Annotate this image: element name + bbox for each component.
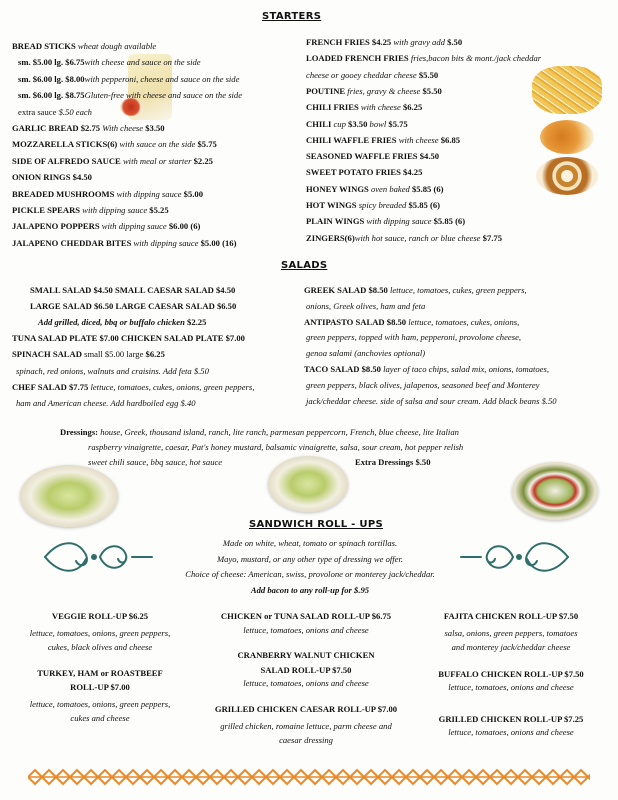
item-name: ZINGERS(6) <box>306 232 355 243</box>
item-name: sm. $6.00 lg. $8.75 <box>18 90 85 101</box>
item-desc: cup <box>331 118 349 129</box>
rollup-desc: lettuce, tomatoes, onions and cheese <box>448 682 574 693</box>
item-name: MOZZARELLA STICKS(6) <box>12 139 118 150</box>
rollup-name: TURKEY, HAM or ROASTBEEF <box>37 667 163 678</box>
item-name: POUTINE <box>306 85 346 96</box>
menu-line <box>12 42 156 51</box>
item-name: BREADED MUSHROOMS <box>12 188 115 199</box>
menu-line <box>12 206 169 215</box>
rollup-desc-line: cukes, black olives and cheese <box>47 641 153 652</box>
rollup-name: GRILLED CHICKEN CAESAR ROLL-UP $7.00 <box>214 703 398 714</box>
item-desc: cheese or gooey cheddar cheese <box>306 69 419 80</box>
menu-line <box>306 234 502 243</box>
menu-line <box>306 397 557 406</box>
dressings-list-1: house, Greek, thousand island, ranch, lite ranch, parmesan peppercorn, French, blue cheese, lite Italian <box>98 427 459 437</box>
item-name: $2.25 <box>187 317 207 328</box>
rollups-column-2 <box>195 612 417 747</box>
item-name: ONION RINGS $4.50 <box>12 172 92 183</box>
item-desc: with pepperoni, cheese and sauce on the side <box>84 73 240 84</box>
dressings-line-1 <box>60 428 459 437</box>
item-desc: with hot sauce, ranch or blue cheese <box>354 232 483 243</box>
item-name: $6.85 <box>440 134 461 145</box>
wings-photo <box>540 120 594 154</box>
item-name: SIDE OF ALFREDO SAUCE <box>12 155 121 166</box>
salad-dish-photo <box>512 462 598 520</box>
rollups-column-1 <box>20 612 180 725</box>
menu-line <box>304 286 527 295</box>
rollup-desc <box>20 697 180 725</box>
menu-line <box>306 38 462 47</box>
menu-line <box>306 87 442 96</box>
item-name: $5.75 <box>197 139 217 150</box>
menu-line <box>16 399 196 408</box>
item-name: PICKLE SPEARS <box>12 205 81 215</box>
salad-dish-photo <box>268 456 348 512</box>
onion-rings-photo <box>536 157 598 195</box>
rollups-heading: SANDWICH ROLL - UPS <box>249 519 383 530</box>
menu-line <box>12 239 236 248</box>
item-name: $6.25 <box>145 349 165 360</box>
item-name: CHEF SALAD $7.75 <box>12 381 89 392</box>
item-name: $5.85 (6) <box>411 183 444 194</box>
rollup-desc-line: and monterey jack/cheddar cheese <box>451 641 571 652</box>
rollup-desc-line: cukes and cheese <box>70 712 130 723</box>
rollup-name: CRANBERRY WALNUT CHICKEN <box>237 650 375 661</box>
dressings-list-2: raspberry vinaigrette, caesar, Pat's honey mustard, balsamic vinaigrette, salsa, sour cream, hot pepper relish <box>88 442 464 452</box>
menu-line <box>306 54 541 63</box>
scroll-ornament <box>458 537 573 577</box>
menu-line <box>12 157 213 166</box>
item-name: $6.25 <box>402 102 423 113</box>
item-name: TUNA SALAD PLATE $7.00 CHICKEN SALAD PLATE $7.00 <box>12 333 245 344</box>
menu-line <box>18 91 242 100</box>
item-name: GARLIC BREAD $2.75 <box>12 123 101 133</box>
item-name: $5.25 <box>149 205 169 215</box>
menu-line <box>30 302 236 311</box>
item-name: GREEK SALAD $8.50 <box>304 285 388 295</box>
salad-dish-photo <box>20 465 118 527</box>
item-name: sm. $6.00 lg. $8.00 <box>18 73 85 84</box>
item-desc: bowl <box>367 118 389 129</box>
item-name: PLAIN WINGS <box>306 216 365 227</box>
menu-line <box>12 190 203 199</box>
dip-photo <box>120 98 142 116</box>
menu-line <box>306 152 439 161</box>
rollup-desc: lettuce, tomatoes, onions and cheese <box>243 678 369 689</box>
item-name: $2.25 <box>193 155 213 166</box>
item-name: $6.00 (6) <box>168 221 201 232</box>
menu-line <box>12 140 217 149</box>
rollup-name: VEGGIE ROLL-UP $6.25 <box>51 611 149 621</box>
menu-line <box>12 350 165 359</box>
item-name: sm. $5.00 lg. $6.75 <box>18 57 85 68</box>
item-desc: lettuce, tomatoes, cukes, green peppers, <box>387 285 527 295</box>
dressings-list-3: sweet chili sauce, bbq sauce, hot sauce <box>88 457 223 467</box>
item-name: CHILI FRIES <box>306 102 359 113</box>
rollup-name: BUFFALO CHICKEN ROLL-UP $7.50 <box>438 668 584 679</box>
rollup-name: SALAD ROLL-UP $7.50 <box>260 664 352 675</box>
item-desc: with cheese and sauce on the side <box>84 57 201 68</box>
zigzag-border <box>28 768 590 786</box>
menu-line <box>306 136 460 145</box>
menu-line <box>306 201 440 210</box>
item-desc: with sauce on the side <box>117 139 198 150</box>
item-name: $5.50 <box>422 85 442 96</box>
menu-line <box>18 108 92 117</box>
item-name: $5.00 (16) <box>200 237 237 248</box>
menu-line <box>38 318 206 327</box>
menu-line <box>12 173 92 182</box>
menu-line <box>306 168 422 177</box>
item-desc: with dipping sauce <box>114 188 184 199</box>
rollup-desc <box>195 719 417 747</box>
fries-photo <box>532 66 602 114</box>
item-desc: with dipping sauce <box>364 216 434 227</box>
rollups-intro-line: Choice of cheese: American, swiss, provolone or monterey jack/cheddar. <box>185 569 435 579</box>
item-desc: spinach, red onions, walnuts and craisins. Add feta $.50 <box>16 365 209 376</box>
menu-line <box>306 120 408 129</box>
menu-line <box>16 367 209 376</box>
item-desc: lettuce, tomatoes, cukes, onions, <box>406 316 520 327</box>
menu-line <box>18 75 239 84</box>
rollup-desc: lettuce, tomatoes, onions and cheese <box>448 727 574 738</box>
menu-line <box>304 318 519 327</box>
menu-line <box>306 381 539 390</box>
item-name: $5.00 <box>183 188 203 199</box>
rollup-name: GRILLED CHICKEN ROLL-UP $7.25 <box>438 713 584 724</box>
item-desc: fries, gravy & cheese <box>345 85 423 96</box>
rollup-name: CHICKEN or TUNA SALAD ROLL-UP $6.75 <box>220 611 392 621</box>
starters-heading: STARTERS <box>262 11 322 22</box>
item-desc: wheat dough available <box>75 41 157 51</box>
item-desc: green peppers, black olives, jalapenos, seasoned beef and Monterey <box>306 379 540 390</box>
menu-line <box>306 217 465 226</box>
extra-dressings: Extra Dressings $.50 <box>355 457 431 467</box>
menu-line <box>18 58 201 67</box>
menu-line <box>306 71 438 80</box>
scroll-ornament <box>40 537 155 577</box>
rollup-desc-line: caesar dressing <box>279 734 333 745</box>
item-desc: with cheese <box>358 102 403 113</box>
item-desc: with dipping sauce <box>99 221 169 232</box>
item-name: TACO SALAD $8.50 <box>304 364 381 374</box>
rollup-name: ROLL-UP $7.00 <box>70 682 130 693</box>
menu-line <box>30 286 235 295</box>
rollups-intro-line: Made on white, wheat, tomato or spinach tortillas. <box>222 538 398 548</box>
rollup-desc-line: grilled chicken, romaine lettuce, parm cheese and <box>220 720 392 731</box>
rollups-bacon-note: Add bacon to any roll-up for $.95 <box>250 584 370 595</box>
item-text: small $5.00 large <box>81 349 146 360</box>
item-desc: Gluten-free with cheese and sauce on the side <box>84 90 243 101</box>
item-name: SPINACH SALAD <box>12 349 82 360</box>
item-name: $5.75 <box>388 118 408 129</box>
rollup-name: FAJITA CHICKEN ROLL-UP $7.50 <box>443 611 579 621</box>
item-desc: ham and American cheese. Add hardboiled egg $.40 <box>16 397 196 408</box>
menu-line <box>306 185 444 194</box>
item-name: SEASONED WAFFLE FRIES $4.50 <box>306 151 440 162</box>
item-desc: with cheese <box>396 134 441 145</box>
rollup-desc <box>20 626 180 654</box>
item-name: BREAD STICKS <box>12 41 76 51</box>
menu-line <box>12 334 245 343</box>
item-desc: jack/cheddar cheese. side of salsa and sour cream. Add black beans $.50 <box>306 395 557 406</box>
menu-line <box>306 349 425 358</box>
item-desc: spicy breaded <box>356 200 409 210</box>
item-name: $5.85 (6) <box>408 200 441 210</box>
item-desc: with dipping sauce <box>80 205 150 215</box>
item-desc: oven baked <box>368 183 412 194</box>
item-desc: genoa salami (anchovies optional) <box>306 348 426 359</box>
item-text: extra sauce <box>18 106 57 117</box>
item-name: CHILI <box>306 118 332 129</box>
menu-line <box>306 302 425 311</box>
rollups-column-3 <box>425 612 597 737</box>
rollups-intro <box>160 536 460 598</box>
item-name: LOADED FRENCH FRIES <box>306 53 409 64</box>
menu-line <box>12 124 165 133</box>
item-name: SMALL SALAD $4.50 SMALL CAESAR SALAD $4.50 <box>30 285 236 295</box>
item-name: JALAPENO CHEDDAR BITES <box>12 237 132 248</box>
item-name: ANTIPASTO SALAD $8.50 <box>304 316 407 327</box>
item-desc: green peppers, topped with ham, pepperoni, provolone cheese, <box>306 332 522 343</box>
item-name: CHILI WAFFLE FRIES <box>306 134 397 145</box>
item-name: $3.50 <box>348 118 368 129</box>
item-name: SWEET POTATO FRIES $4.25 <box>306 167 423 178</box>
rollup-desc-line: salsa, onions, green peppers, tomatoes <box>444 627 578 638</box>
item-name: HOT WINGS <box>306 200 357 210</box>
item-name: FRENCH FRIES $4.25 <box>306 37 392 47</box>
menu-line <box>306 103 422 112</box>
menu-line <box>12 222 200 231</box>
menu-line <box>306 333 521 342</box>
item-name: HONEY WINGS <box>306 183 369 194</box>
rollups-intro-line: Mayo, mustard, or any other type of dressing we offer. <box>216 553 404 564</box>
salads-heading: SALADS <box>281 260 328 271</box>
menu-line <box>304 365 549 374</box>
item-desc: Add grilled, diced, bbq or buffalo chicken <box>38 317 188 328</box>
item-desc: with dipping sauce <box>131 237 201 248</box>
dressings-label: Dressings: <box>60 427 99 437</box>
rollup-desc-line: lettuce, tomatoes, onions, green peppers, <box>29 627 171 638</box>
item-name: $5.50 <box>418 69 439 80</box>
item-desc: with meal or starter <box>120 155 194 166</box>
item-desc: onions, Greek olives, ham and feta <box>306 300 426 311</box>
item-desc: with gravy add <box>391 37 448 47</box>
item-desc: lettuce, tomatoes, cukes, onions, green peppers, <box>88 381 255 392</box>
item-desc: $.50 each <box>56 106 92 117</box>
rollup-desc: lettuce, tomatoes, onions and cheese <box>243 624 369 635</box>
menu-line <box>12 383 254 392</box>
item-desc: fries,bacon bits & mont./jack cheddar <box>408 53 542 64</box>
item-name: JALAPENO POPPERS <box>12 221 100 232</box>
rollup-desc <box>425 626 597 654</box>
rollup-desc-line: lettuce, tomatoes, onions, green peppers, <box>29 698 171 709</box>
item-name: $3.50 <box>145 123 165 133</box>
item-desc: layer of taco chips, salad mix, onions, tomatoes, <box>380 364 549 374</box>
item-name: $5.85 (6) <box>433 216 466 227</box>
item-name: $.50 <box>447 37 463 47</box>
item-name: $7.75 <box>482 232 502 243</box>
item-name: LARGE SALAD $6.50 LARGE CAESAR SALAD $6.50 <box>30 301 237 312</box>
item-desc: With cheese <box>100 123 146 133</box>
